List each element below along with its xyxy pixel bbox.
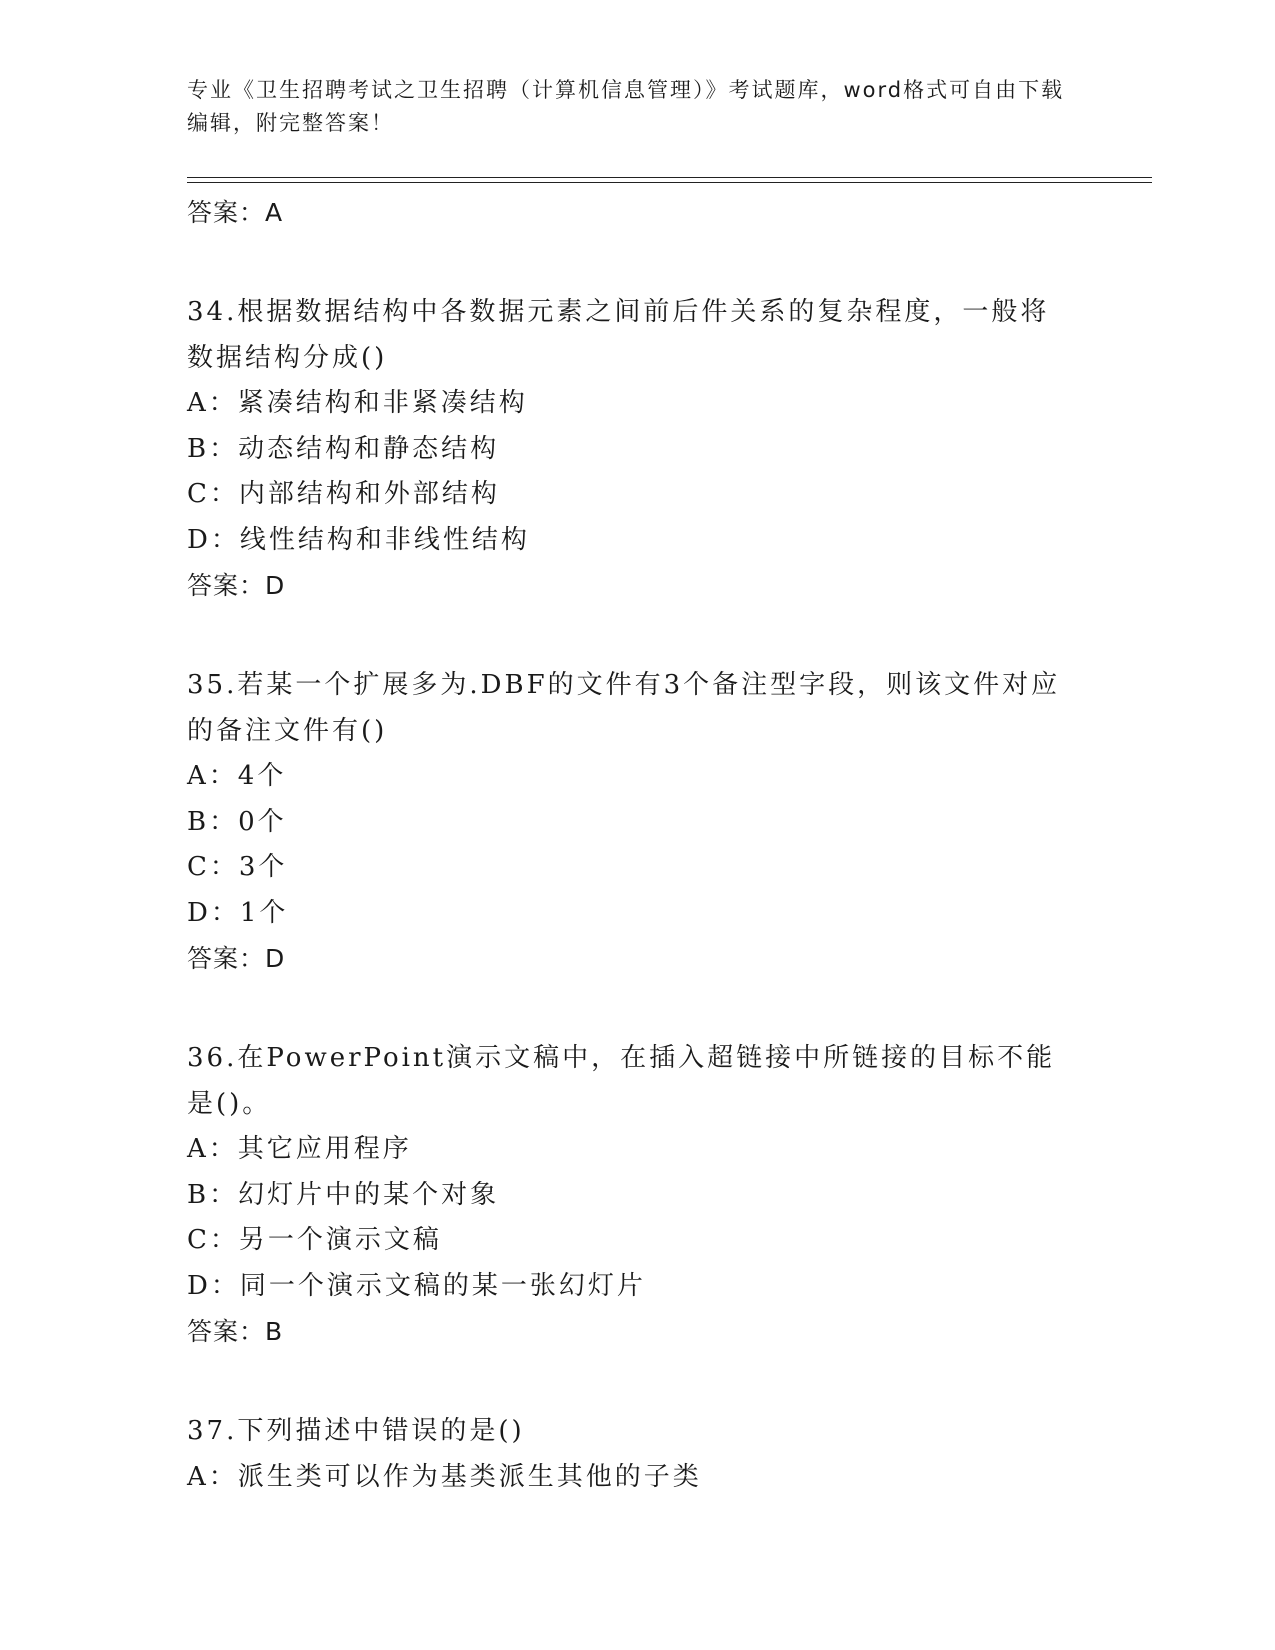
option-c: C：另一个演示文稿 (187, 1225, 442, 1255)
option-d: D：线性结构和非线性结构 (187, 524, 530, 555)
answer-line: 答案：D (187, 571, 286, 600)
option-a: A：紧凑结构和非紧凑结构 (187, 388, 528, 418)
question-text: 35.若某一个扩展多为.DBF的文件有3个备注型字段，则该文件对应的备注文件有() (187, 670, 1061, 746)
question-text: 36.在PowerPoint演示文稿中，在插入超链接中所链接的目标不能是()。 (187, 1043, 1056, 1119)
question-text: 37.下列描述中错误的是() (187, 1416, 525, 1446)
header-divider-top (187, 177, 1152, 178)
question-36 (187, 1036, 1087, 1354)
answer-line: 答案：A (187, 198, 284, 227)
page-header: 专业《卫生招聘考试之卫生招聘（计算机信息管理）》考试题库，word格式可自由下载编辑，附完整答案！ (187, 78, 1065, 135)
option-b: B：0个 (187, 806, 287, 837)
option-d: D：1个 (187, 897, 289, 928)
question-37 (187, 1409, 1087, 1500)
option-a: A：其它应用程序 (187, 1134, 412, 1164)
option-c: C：内部结构和外部结构 (187, 479, 500, 509)
option-a: A：4个 (187, 761, 287, 791)
answer-line: 答案：D (187, 944, 286, 973)
question-35 (187, 663, 1087, 981)
question-34 (187, 290, 1087, 608)
option-b: B：动态结构和静态结构 (187, 433, 500, 464)
option-c: C：3个 (187, 852, 288, 882)
header-divider-bottom (187, 182, 1152, 183)
option-a: A：派生类可以作为基类派生其他的子类 (187, 1461, 702, 1492)
question-text: 34.根据数据结构中各数据元素之间前后件关系的复杂程度，一般将数据结构分成() (187, 297, 1050, 373)
question-list (187, 190, 1087, 1500)
answer-line: 答案：B (187, 1317, 284, 1346)
option-b: B：幻灯片中的某个对象 (187, 1179, 500, 1210)
option-d: D：同一个演示文稿的某一张幻灯片 (187, 1270, 646, 1301)
